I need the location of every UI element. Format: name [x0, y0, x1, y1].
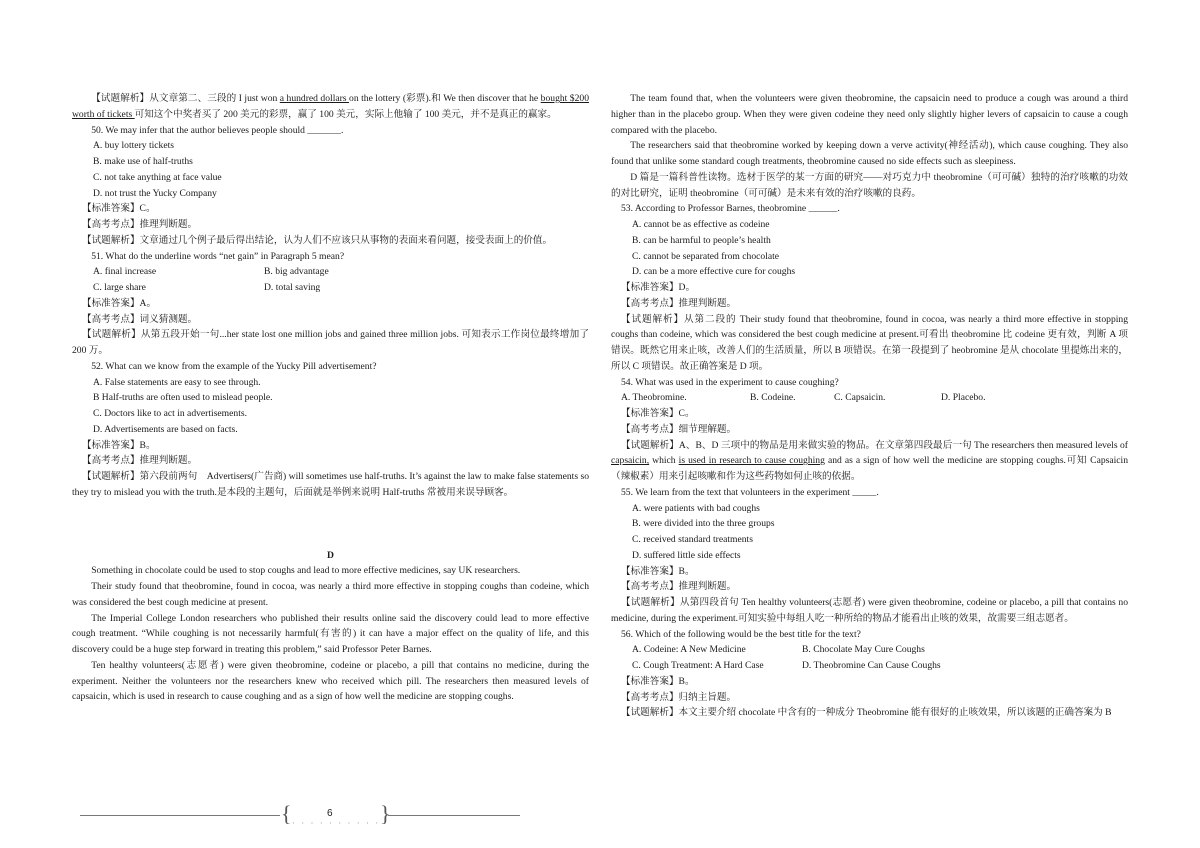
question-56: 56. Which of the following would be the best title for the text? — [621, 628, 861, 640]
question-55: 55. We learn from the text that volunteers in the experiment _____. — [621, 486, 879, 498]
option-b: B. can be harmful to people’s health — [632, 234, 771, 246]
options-row — [72, 264, 589, 280]
explanation: 【试题解析】第六段前两句 Advertisers(广告商) will sometimes use half-truths. It’s against the law to make false statements so they try to mislead you with the truth.是本段的主题句，后面就是举例来说明 Half-truths 常被用来误导顾客。 — [72, 471, 589, 498]
option-d: D. Placebo. — [941, 392, 986, 404]
exam-point: 【高考考点】细节理解题。 — [621, 423, 737, 435]
footer-dots: · · · · · · · · · · — [292, 818, 381, 828]
text-run: on the lottery (彩票).和 We then discover that he — [349, 93, 541, 104]
explanation: 【试题解析】从第二段的 Their study found that theobromine, found in cocoa, was nearly a third more effective in stopping coughs than codeine, which was considered the best cough medicine at present.可看出 theobromine 比 codeine 更有效，判断 A 项错误。既然它用来止咳，改善人们的生活质量，所以 B 项错误。在第一段提到了 heobromine 是从 chocolate 里提炼出来的，所以 C 项错误。故正确答案是 D 项。 — [611, 313, 1128, 372]
options-row — [611, 658, 1128, 674]
question-51: 51. What do the underline words “net gain” in Paragraph 5 mean? — [91, 250, 345, 262]
exam-point: 【高考考点】推理判断题。 — [621, 581, 737, 593]
question-53: 53. According to Professor Barnes, theobromine ______. — [621, 203, 840, 215]
standard-answer: 【标准答案】D。 — [621, 282, 696, 293]
underlined-text: a hundred dollars — [279, 93, 350, 104]
option-a: A. Theobromine. — [621, 392, 687, 404]
passage-paragraph: The Imperial College London researchers who published their results online said the discovery could lead to more effective cough treatment. “While coughing is not necessarily harmful(有害的) it can have a major effect on the quality of life, and this discovery could be a huge step forward in treating this problem,” said Professor Peter Barnes. — [72, 612, 589, 655]
option-a: A. Codeine: A New Medicine — [632, 644, 746, 656]
option-c: C. large share — [93, 282, 146, 293]
footer-rule-left — [80, 815, 280, 816]
option-c: C. Capsaicin. — [834, 392, 886, 404]
passage-paragraph: Their study found that theobromine, found in cocoa, was nearly a third more effective in stopping coughs than codeine, which was considered the best cough medicine at present. — [72, 581, 589, 608]
exam-point: 【高考考点】推理判断题。 — [82, 219, 198, 230]
explanation: 【试题解析】文章通过几个例子最后得出结论，认为人们不应该只从事物的表面来看问题，接受表面上的价值。 — [82, 234, 553, 246]
explanation: 【试题解析】从第五段开始一句...her state lost one million jobs and gained three million jobs. 可知表示工作岗位最终增加了 200 万。 — [72, 329, 589, 356]
footer-rule-right — [388, 815, 520, 816]
question-54: 54. What was used in the experiment to cause coughing? — [621, 376, 839, 388]
option-d: D. Advertisements are based on facts. — [93, 423, 238, 435]
option-c: C. Cough Treatment: A Hard Case — [632, 660, 764, 671]
option-d: D. Theobromine Can Cause Coughs — [802, 660, 941, 671]
options-row — [611, 642, 1128, 658]
option-b: B. make use of half-truths — [93, 156, 193, 167]
underlined-text: capsaicin, — [611, 455, 650, 467]
exam-point: 【高考考点】推理判断题。 — [82, 455, 198, 467]
exam-point: 【高考考点】词义猜测题。 — [82, 313, 198, 325]
option-a: A. were patients with bad coughs — [632, 502, 760, 514]
text-run: and as a sign of how well the medicine are stopping coughs.可知 Capsaicin（辣椒素）用来引起咳嗽和作为这些药物如何止咳的依据。 — [611, 455, 1129, 482]
option-a: A. final increase — [93, 266, 157, 278]
options-row — [611, 390, 1128, 406]
passage-paragraph: The researchers said that theobromine worked by keeping down a verve activity(神经活动), which cause coughing. They also found that unlike some standard cough treatments, theobromine caused no side effects such as sleepiness. — [611, 140, 1128, 167]
option-a: A. cannot be as effective as codeine — [632, 219, 770, 230]
text-run: 【试题解析】A、B、D 三项中的物品是用来做实验的物品。在文章第四段最后一句 The researchers then measured levels of — [621, 439, 1128, 451]
question-52: 52. What can we know from the example of the Yucky Pill advertisement? — [91, 360, 377, 372]
standard-answer: 【标准答案】B。 — [82, 439, 156, 451]
passage-summary: D 篇是一篇科普性读物。选材于医学的某一方面的研究——对巧克力中 theobromine（可可碱）独特的治疗咳嗽的功效的对比研究，证明 theobromine（可可碱）是未来有效的治疗咳嗽的良药。 — [611, 171, 1128, 199]
option-b: B. were divided into the three groups — [632, 518, 775, 530]
option-d: D. total saving — [264, 282, 321, 293]
underlined-text: is used in research to cause coughing — [678, 455, 825, 467]
option-d: D. suffered little side effects — [632, 549, 741, 561]
q49-explanation — [72, 91, 589, 123]
text-run: which — [649, 455, 679, 467]
section-heading: D — [327, 549, 334, 561]
page-number: 6 — [327, 808, 333, 819]
text-run: 【试题解析】从文章第二、三段的 I just won — [91, 93, 280, 104]
page-footer — [0, 802, 1200, 832]
option-b: B Half-truths are often used to mislead people. — [93, 392, 273, 404]
option-a: A. False statements are easy to see through. — [93, 376, 261, 388]
option-c: C. received standard treatments — [632, 534, 753, 545]
explanation: 【试题解析】本文主要介绍 chocolate 中含有的一种成分 Theobromine 能有很好的止咳效果，所以该题的正确答案为 B — [621, 707, 1112, 719]
explanation — [611, 438, 1128, 485]
standard-answer: 【标准答案】B。 — [621, 565, 695, 577]
right-column — [611, 91, 1128, 721]
standard-answer: 【标准答案】B。 — [621, 675, 695, 687]
option-b: B. Chocolate May Cure Coughs — [802, 644, 925, 656]
left-brace-decoration: { — [281, 801, 292, 826]
option-d: D. can be a more effective cure for coughs — [632, 266, 796, 278]
right-brace-decoration: } — [380, 801, 391, 826]
question-50: 50. We may infer that the author believes people should _______. — [91, 124, 344, 136]
option-a: A. buy lottery tickets — [93, 140, 174, 152]
standard-answer: 【标准答案】A。 — [82, 297, 157, 309]
option-c: C. not take anything at face value — [93, 171, 222, 183]
option-b: B. Codeine. — [750, 392, 796, 404]
passage-paragraph: Something in chocolate could be used to stop coughs and lead to more effective medicines, say UK researchers. — [91, 565, 521, 577]
explanation: 【试题解析】从第四段首句 Ten healthy volunteers(志愿者) were given theobromine, codeine or placebo, a pill that contains no medicine, during the experiment.可知实验中每组人吃一种所给的物品才能看出止咳的效果，故需要三组志愿者。 — [611, 597, 1128, 624]
option-c: C. Doctors like to act in advertisements. — [93, 408, 247, 419]
passage-paragraph: The team found that, when the volunteers were given theobromine, the capsaicin need to produce a cough was around a third higher than in the placebo group. When they were given codeine they need only slightly higher levers of capsaicin to cause a cough compared with the placebo. — [611, 93, 1128, 136]
exam-point: 【高考考点】归纳主旨题。 — [621, 691, 737, 703]
underlined-text: bought $200 worth of tickets — [72, 93, 589, 120]
option-d: D. not trust the Yucky Company — [93, 187, 217, 199]
option-b: B. big advantage — [264, 266, 329, 278]
options-row — [72, 280, 589, 296]
standard-answer: 【标准答案】C。 — [621, 408, 695, 419]
left-column — [72, 91, 589, 705]
passage-paragraph: Ten healthy volunteers(志愿者) were given theobromine, codeine or placebo, a pill that contains no medicine, during the experiment. Neither the volunteers nor the researchers knew who received which pill. The researchers then measured levels of capsaicin, which is used in research to cause coughing and as a sign of how well the medicine are stopping coughs. — [72, 659, 589, 703]
standard-answer: 【标准答案】C。 — [82, 203, 156, 215]
spacer — [72, 501, 589, 548]
option-c: C. cannot be separated from chocolate — [632, 250, 780, 262]
text-run: 可知这个中奖者买了 200 美元的彩票，赢了 100 美元，实际上他输了 100 美元，并不是真正的赢家。 — [134, 108, 557, 120]
exam-point: 【高考考点】推理判断题。 — [621, 297, 737, 309]
